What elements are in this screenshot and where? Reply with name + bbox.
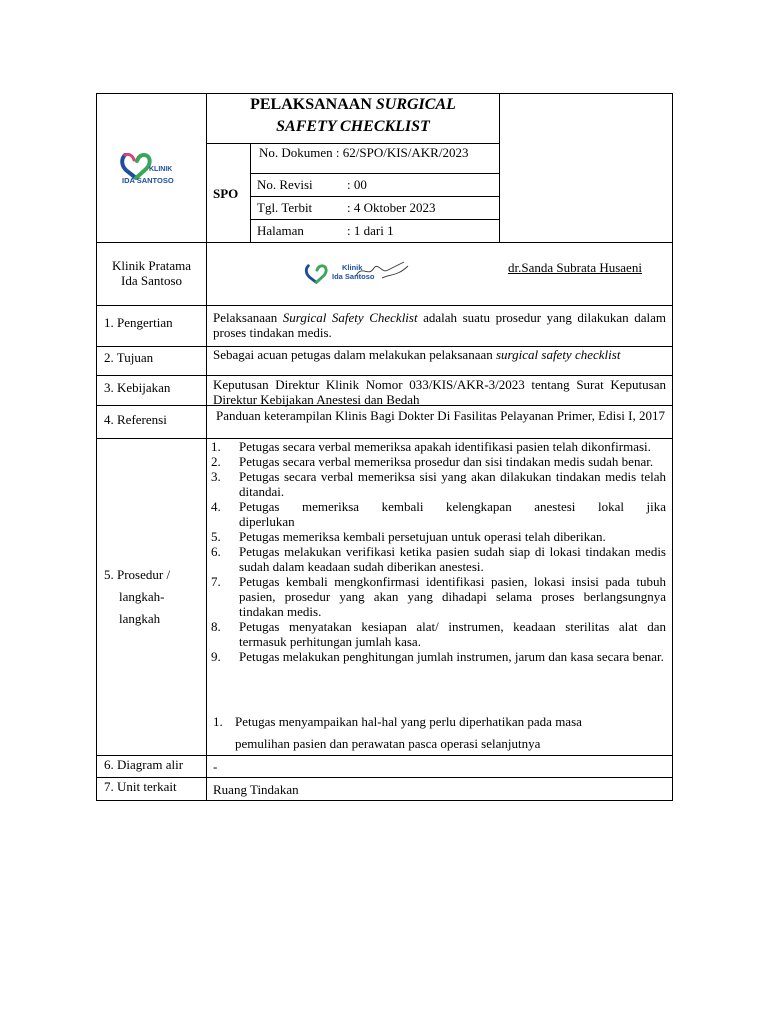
step-num: 7. xyxy=(211,574,221,589)
section-text-unit: Ruang Tindakan xyxy=(213,782,299,797)
procedure-last-step xyxy=(213,711,668,755)
section-text-referensi: Panduan keterampilan Klinis Bagi Dokter Di Fasilitas Pelayanan Primer, Edisi I, 2017 xyxy=(216,408,665,423)
logo-text-line1: KLINIK xyxy=(149,166,173,173)
step-num: 1. xyxy=(211,439,221,454)
procedure-step xyxy=(211,454,666,469)
stamp-logo-text-line1: Klinik xyxy=(342,263,363,272)
step-text: Petugas memeriksa kembali kelengkapan anestesi lokal jika diperlukan xyxy=(239,499,666,529)
clinic-name-line2: Ida Santoso xyxy=(120,273,183,288)
procedure-step xyxy=(211,439,666,454)
section-label-prosedur xyxy=(104,564,170,630)
meta-label: Tgl. Terbit xyxy=(257,200,313,215)
signatory-name: dr.Sanda Subrata Husaeni xyxy=(508,260,642,275)
step-text: Petugas menyatakan kesiapan alat/ instrumen, keadaan sterilitas alat dan termasuk perhitungan jumlah kasa. xyxy=(239,619,666,649)
step-text-line1: Petugas menyampaikan hal-hal yang perlu diperhatikan pada masa xyxy=(235,714,582,729)
label-line2: langkah- xyxy=(119,589,165,604)
section-label-referensi: 4. Referensi xyxy=(104,412,167,427)
step-num: 2. xyxy=(211,454,221,469)
procedure-step xyxy=(211,529,666,544)
step-num: 6. xyxy=(211,544,221,559)
divider xyxy=(96,755,673,756)
section-text-pengertian xyxy=(213,310,666,340)
step-text-line2: pemulihan pasien dan perawatan pasca operasi selanjutnya xyxy=(235,736,541,751)
divider xyxy=(96,777,673,778)
divider xyxy=(206,305,207,801)
stamp-logo xyxy=(304,258,414,288)
procedure-step xyxy=(211,499,666,529)
doc-number: No. Dokumen : 62/SPO/KIS/AKR/2023 xyxy=(259,145,469,160)
text-before: Pelaksanaan xyxy=(213,310,283,325)
section-label-kebijakan: 3. Kebijakan xyxy=(104,380,171,395)
section-label-unit: 7. Unit terkait xyxy=(104,779,177,794)
procedure-step xyxy=(211,619,666,649)
title-line2 xyxy=(207,116,499,138)
divider xyxy=(499,93,500,243)
meta-row-halaman xyxy=(250,223,500,239)
stamp-logo-text-line2: Ida Santoso xyxy=(332,272,375,281)
meta-label: No. Revisi xyxy=(257,177,313,192)
section-text-diagram: - xyxy=(213,759,218,774)
label-line3: langkah xyxy=(119,611,161,626)
step-num: 5. xyxy=(211,529,221,544)
step-text: Petugas secara verbal memeriksa apakah identifikasi pasien telah dikonfirmasi. xyxy=(239,439,651,454)
procedure-steps xyxy=(211,439,666,664)
step-text: Petugas melakukan penghitungan jumlah instrumen, jarum dan kasa secara benar. xyxy=(239,649,664,664)
procedure-step xyxy=(211,574,666,619)
section-label-diagram: 6. Diagram alir xyxy=(104,757,184,772)
section-label-pengertian: 1. Pengertian xyxy=(104,315,173,330)
section-text-tujuan xyxy=(213,347,666,362)
meta-row-terbit xyxy=(250,200,500,216)
title-italic-2: SAFETY CHECKLIST xyxy=(276,118,430,135)
signature-icon xyxy=(352,258,412,284)
clinic-name-line1: Klinik Pratama xyxy=(111,258,192,273)
text-before: Sebagai acuan petugas dalam melakukan pelaksanaan xyxy=(213,347,496,362)
text-after: adalah suatu prosedur yang dilakukan dalam proses tindakan medis. xyxy=(213,310,666,340)
procedure-step xyxy=(211,544,666,574)
procedure-step xyxy=(211,469,666,499)
step-num: 3. xyxy=(211,469,221,484)
section-text-kebijakan: Keputusan Direktur Klinik Nomor 033/KIS/AKR-3/2023 tentang Surat Keputusan Direktur Kebijakan Anestesi dan Bedah xyxy=(213,377,666,407)
spo-label: SPO xyxy=(213,186,239,201)
meta-value: : 00 xyxy=(347,177,367,192)
step-num: 4. xyxy=(211,499,221,514)
step-text: Petugas secara verbal memeriksa prosedur dan sisi tindakan medis sudah benar. xyxy=(239,454,654,469)
step-num: 9. xyxy=(211,649,221,664)
step-text: Petugas melakukan verifikasi ketika pasien sudah siap di lokasi tindakan medis sudah dalam keadaan sudah diberikan anestesi. xyxy=(239,544,666,574)
clinic-logo xyxy=(116,148,188,190)
divider xyxy=(206,143,500,144)
step-text: Petugas kembali mengkonfirmasi identifikasi pasien, lokasi insisi pada tubuh pasien, prosedur yang akan yang dihadapi selama proses berlangsungnya tindakan medis. xyxy=(239,574,666,619)
label-line1: 5. Prosedur / xyxy=(104,567,171,582)
title-line1 xyxy=(207,94,499,116)
title-italic-1: SURGICAL xyxy=(375,96,456,113)
heart-logo-icon xyxy=(304,262,330,284)
document-title xyxy=(207,93,499,138)
clinic-name xyxy=(97,258,206,288)
meta-row-revisi xyxy=(250,177,500,193)
divider xyxy=(250,173,500,174)
divider xyxy=(250,196,500,197)
meta-value: : 1 dari 1 xyxy=(347,223,394,238)
divider xyxy=(96,242,673,243)
procedure-step xyxy=(211,649,666,664)
step-text: Petugas memeriksa kembali persetujuan untuk operasi telah diberikan. xyxy=(239,529,606,544)
divider xyxy=(250,219,500,220)
text-italic: surgical safety checklist xyxy=(496,347,621,362)
logo-text-line2: IDA SANTOSO xyxy=(122,176,174,185)
title-plain: PELAKSANAAN xyxy=(250,96,376,113)
divider xyxy=(96,375,673,376)
last-step-line1-row xyxy=(213,711,668,733)
step-num: 8. xyxy=(211,619,221,634)
step-text: Petugas secara verbal memeriksa sisi yang akan dilakukan tindakan medis telah ditandai. xyxy=(239,469,666,499)
text-italic: Surgical Safety Checklist xyxy=(282,310,418,325)
step-num: 1. xyxy=(213,714,223,729)
meta-value: : 4 Oktober 2023 xyxy=(347,200,436,215)
meta-label: Halaman xyxy=(257,223,304,238)
section-label-tujuan: 2. Tujuan xyxy=(104,350,154,365)
